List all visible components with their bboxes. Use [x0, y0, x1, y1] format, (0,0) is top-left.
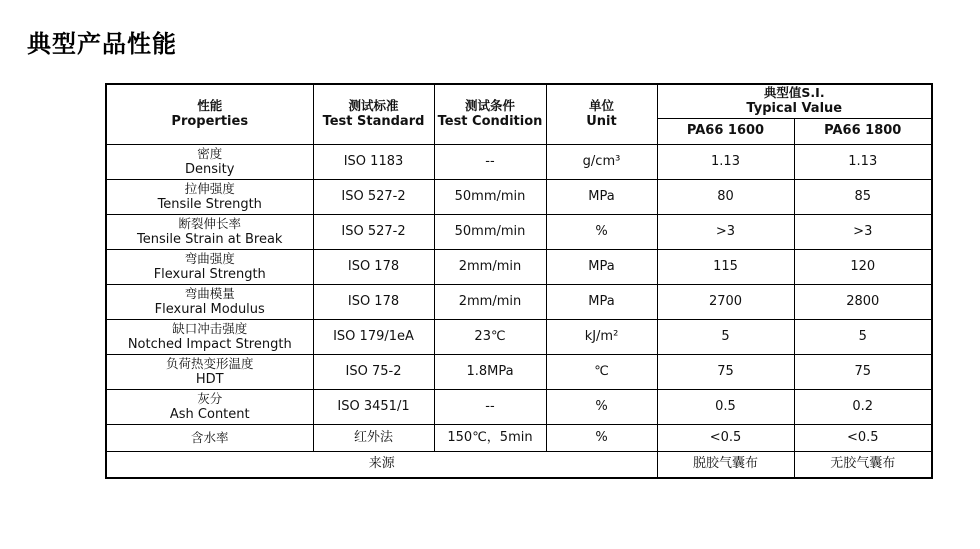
value-1600-cell: 115 [657, 249, 794, 284]
unit-cell: g/cm³ [546, 144, 657, 179]
value-1800-cell: <0.5 [794, 424, 932, 451]
source-grade-1800: 无胶气囊布 [794, 451, 932, 478]
test-condition-cell: 2mm/min [434, 284, 546, 319]
value-1800-cell: >3 [794, 214, 932, 249]
value-1800-cell: 85 [794, 179, 932, 214]
table-row [106, 249, 932, 284]
header-test-standard: 测试标准 Test Standard [313, 84, 434, 144]
header-unit: 单位 Unit [546, 84, 657, 144]
source-label: 来源 [106, 451, 657, 478]
value-1600-cell: 80 [657, 179, 794, 214]
test-condition-cell: 2mm/min [434, 249, 546, 284]
page-title: 典型产品性能 [27, 30, 177, 58]
header-grade-1600: PA66 1600 [657, 118, 794, 144]
property-cell: 断裂伸长率 Tensile Strain at Break [106, 214, 313, 249]
value-1600-cell: 1.13 [657, 144, 794, 179]
test-condition-cell: 23℃ [434, 319, 546, 354]
value-1600-cell: >3 [657, 214, 794, 249]
unit-cell: ℃ [546, 354, 657, 389]
unit-cell: kJ/m² [546, 319, 657, 354]
table-row [106, 144, 932, 179]
test-condition-cell: 150℃，5min [434, 424, 546, 451]
property-cell: 密度 Density [106, 144, 313, 179]
value-1800-cell: 120 [794, 249, 932, 284]
table-row [106, 389, 932, 424]
table-row [106, 354, 932, 389]
property-cell: 缺口冲击强度 Notched Impact Strength [106, 319, 313, 354]
unit-cell: MPa [546, 284, 657, 319]
value-1800-cell: 5 [794, 319, 932, 354]
value-1600-cell: 2700 [657, 284, 794, 319]
value-1600-cell: <0.5 [657, 424, 794, 451]
property-cell: 负荷热变形温度 HDT [106, 354, 313, 389]
source-row [106, 451, 932, 478]
property-cell: 弯曲模量 Flexural Modulus [106, 284, 313, 319]
unit-cell: % [546, 214, 657, 249]
test-condition-cell: 50mm/min [434, 179, 546, 214]
unit-cell: % [546, 389, 657, 424]
header-typical-value: 典型值S.I. Typical Value [657, 84, 932, 118]
test-condition-cell: 1.8MPa [434, 354, 546, 389]
test-condition-cell: -- [434, 389, 546, 424]
header-properties: 性能 Properties [106, 84, 313, 144]
test-standard-cell: ISO 178 [313, 249, 434, 284]
test-standard-cell: ISO 527-2 [313, 214, 434, 249]
properties-table [105, 83, 933, 479]
test-standard-cell: ISO 3451/1 [313, 389, 434, 424]
value-1800-cell: 75 [794, 354, 932, 389]
unit-cell: MPa [546, 179, 657, 214]
header-test-condition: 测试条件 Test Condition [434, 84, 546, 144]
table-row [106, 319, 932, 354]
test-standard-cell: ISO 179/1eA [313, 319, 434, 354]
value-1800-cell: 1.13 [794, 144, 932, 179]
table-row [106, 424, 932, 451]
value-1600-cell: 75 [657, 354, 794, 389]
test-standard-cell: ISO 75-2 [313, 354, 434, 389]
test-condition-cell: -- [434, 144, 546, 179]
value-1800-cell: 2800 [794, 284, 932, 319]
test-standard-cell: ISO 1183 [313, 144, 434, 179]
value-1800-cell: 0.2 [794, 389, 932, 424]
table-row [106, 284, 932, 319]
property-cell: 拉伸强度 Tensile Strength [106, 179, 313, 214]
property-cell: 含水率 [106, 424, 313, 451]
test-standard-cell: ISO 178 [313, 284, 434, 319]
test-standard-cell: 红外法 [313, 424, 434, 451]
property-cell: 弯曲强度 Flexural Strength [106, 249, 313, 284]
property-cell: 灰分 Ash Content [106, 389, 313, 424]
value-1600-cell: 0.5 [657, 389, 794, 424]
table-row [106, 214, 932, 249]
test-condition-cell: 50mm/min [434, 214, 546, 249]
source-grade-1600: 脱胶气囊布 [657, 451, 794, 478]
unit-cell: % [546, 424, 657, 451]
test-standard-cell: ISO 527-2 [313, 179, 434, 214]
header-grade-1800: PA66 1800 [794, 118, 932, 144]
unit-cell: MPa [546, 249, 657, 284]
value-1600-cell: 5 [657, 319, 794, 354]
table-row [106, 179, 932, 214]
